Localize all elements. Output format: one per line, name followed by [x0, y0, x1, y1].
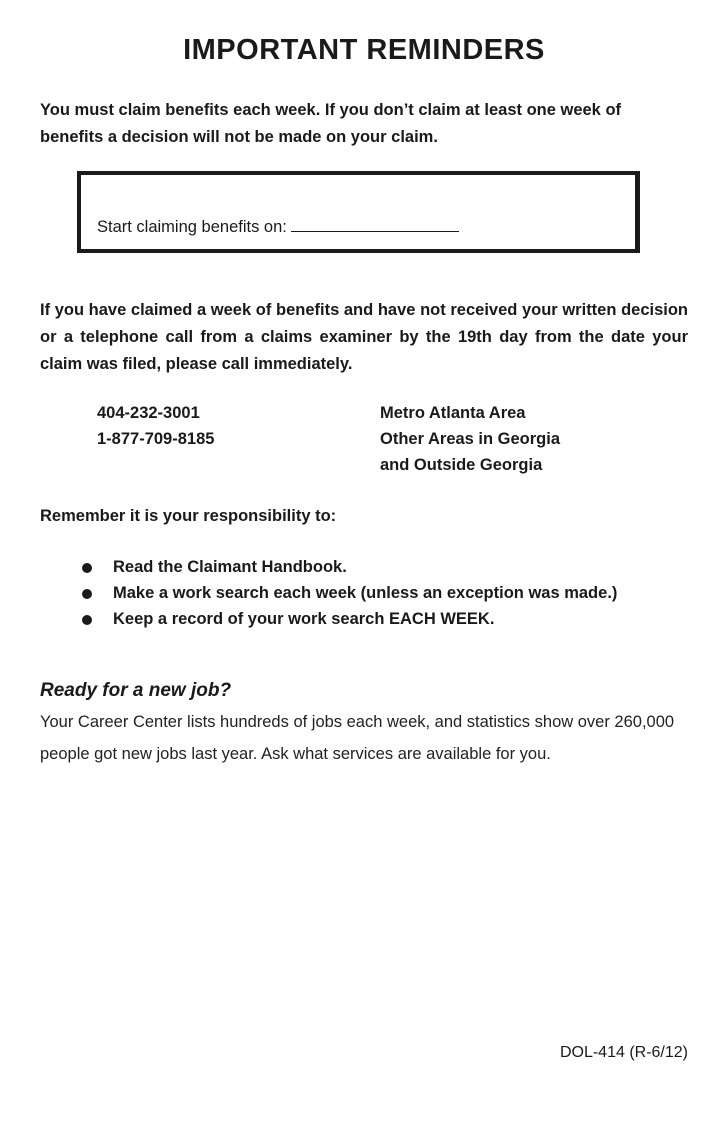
job-heading: Ready for a new job?	[40, 680, 232, 701]
list-item-text: Keep a record of your work search EACH WEEK.	[113, 610, 495, 628]
phone-row	[97, 400, 617, 426]
list-item-text: Make a work search each week (unless an exception was made.)	[113, 584, 618, 602]
form-number: DOL-414 (R-6/12)	[559, 1044, 688, 1061]
phone-row	[97, 452, 617, 478]
job-paragraph: Your Career Center lists hundreds of jobs each week, and statistics show over 260,000 people got new jobs last year. Ask what services are available for you.	[40, 713, 675, 763]
phone-number[interactable]: 404-232-3001	[97, 404, 200, 422]
phone-area: and Outside Georgia	[380, 456, 543, 474]
start-date-blank[interactable]	[291, 217, 459, 232]
list-item	[80, 580, 640, 606]
list-item	[80, 554, 640, 580]
responsibility-list	[80, 554, 640, 632]
phone-list	[97, 400, 617, 478]
intro-paragraph: You must claim benefits each week. If you don’t claim at least one week of benefits a decision will not be made on your claim.	[40, 101, 622, 146]
phone-number[interactable]: 1-877-709-8185	[97, 430, 215, 448]
bullet-icon	[82, 589, 92, 599]
start-date-line	[97, 217, 459, 237]
bullet-icon	[82, 563, 92, 573]
notice-paragraph: If you have claimed a week of benefits and have not received your written decision or a telephone call from a claims examiner by the 19th day from the date your claim was filed, please call immediately.	[40, 301, 688, 373]
phone-area: Metro Atlanta Area	[380, 404, 526, 422]
start-date-label: Start claiming benefits on:	[97, 218, 287, 236]
page-title: IMPORTANT REMINDERS	[183, 34, 545, 66]
phone-area: Other Areas in Georgia	[380, 430, 561, 448]
phone-row	[97, 426, 617, 452]
responsibility-heading: Remember it is your responsibility to:	[40, 507, 337, 525]
list-item-text: Read the Claimant Handbook.	[113, 558, 347, 576]
list-item	[80, 606, 640, 632]
bullet-icon	[82, 615, 92, 625]
start-date-box	[77, 171, 640, 253]
